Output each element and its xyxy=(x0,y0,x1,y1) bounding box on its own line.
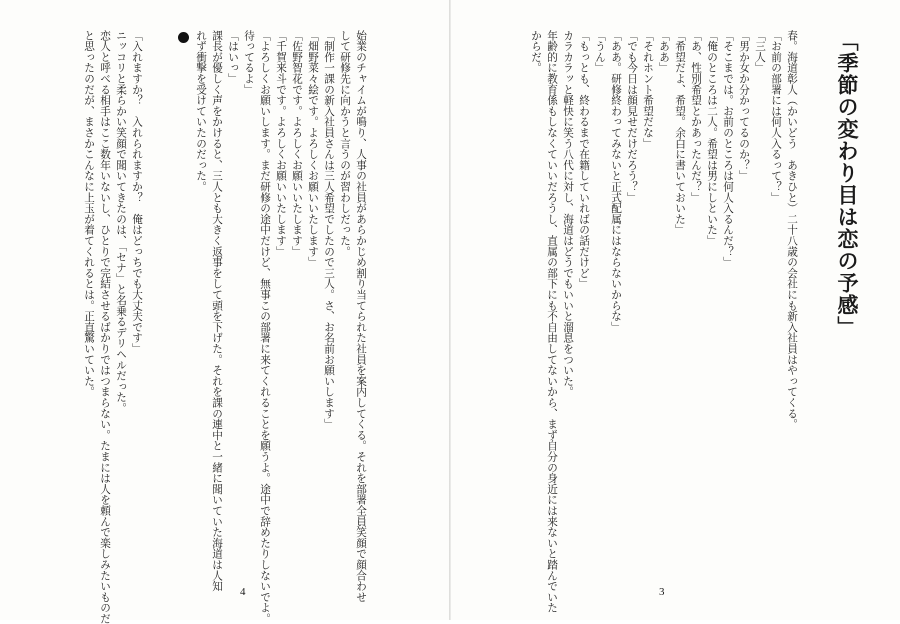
text-line: 「うん」 xyxy=(594,30,606,74)
text-line: 「もっとも、終わるまで在籍していればの話だけど」 xyxy=(578,30,590,290)
text-line: 「ああ」 xyxy=(658,30,670,74)
text-line: 春。海道彰人（かいどう あきひと）二十八歳の会社にも新入社員はやってくる。 xyxy=(786,30,798,430)
text-line: 「でも今日は顔見せだけだろう？」 xyxy=(626,30,638,203)
text-line: 「男か女か分かってるのか？」 xyxy=(738,30,750,182)
text-line: 課長が優しく声をかけると、三人とも大きく返事をして頭を下げた。それを課の連中と一緒に聞いていた海道は人知 xyxy=(211,30,223,592)
text-line: して研修先に向かうと言うのが習わしだった。 xyxy=(339,30,351,257)
text-line: と思ったのだが、まさかこんなに上玉が着てくれるとは。正直驚いていた。 xyxy=(83,30,95,398)
text-line: 「お前の部署には何人入るって？」 xyxy=(770,30,782,203)
page-number-right: 3 xyxy=(659,586,665,598)
text-line: カラカラッと軽快に笑う八代に対し、海道はどうでもいいと溜息をついた。 xyxy=(562,30,574,398)
text-line: 恋人と呼べる相手はここ数年いないし、ひとりで完結させるばかりではつまらない。たまには人を頼んで楽しみたいものだ xyxy=(99,30,111,624)
text-line: 「はいっ」 xyxy=(227,30,239,84)
text-line: からだ。 xyxy=(530,30,542,74)
text-line: 「希望だよ、希望。余白に書いておいた」 xyxy=(674,30,686,236)
text-line: 始業のチャイムが鳴り、人事の社員があらかじめ割り当てられた社員を案内してくる。それを部署全員笑顔で顔合わせ xyxy=(355,30,367,603)
text-line: 「千賀来斗です。よろしくお願いいたします」 xyxy=(275,30,287,257)
chapter-title: 「季節の変わり目は恋の予感」 xyxy=(835,30,859,338)
text-line: 「三人」 xyxy=(754,30,766,74)
left-page-text xyxy=(81,30,369,624)
text-line: 「よろしくお願いします。まだ研修の途中だけど、無事この部署に来てくれることを願うよ。途中で辞めたりしないでよ。 xyxy=(259,30,271,624)
text-line xyxy=(177,30,193,590)
text-line xyxy=(161,30,177,590)
text-line xyxy=(145,30,161,590)
text-line: 待ってるよ」 xyxy=(243,30,255,95)
text-line: 「制作一課の新入社員さんは三人希望でしたので三人。さ、お名前お願いします」 xyxy=(323,30,335,430)
text-line: 「佐野智花です。よろしくお願いいたします」 xyxy=(291,30,303,257)
text-line: 「畑野菜々絵です。よろしくお願いいたします」 xyxy=(307,30,319,268)
text-line: 「入れますか？ 入れられますか？ 俺はどっちでも大丈夫です」 xyxy=(131,30,143,354)
text-line: 「ああ。研修終わってみないと正式配属にはならないからな」 xyxy=(610,30,622,333)
page-number-left: 4 xyxy=(240,586,246,598)
text-line: 「そこまでは。お前のところは何人入るんだ？」 xyxy=(722,30,734,268)
section-break-dot xyxy=(178,32,189,43)
text-line: ニッコリと柔らかい笑顔で聞いてきたのは、「セナ」と名乗るデリヘルだった。 xyxy=(115,30,127,414)
text-line: 「あ、性別希望とかあったんだ？」 xyxy=(690,30,702,203)
left-page xyxy=(0,0,449,624)
text-line: 「俺のところは二人。希望は男にしといた」 xyxy=(706,30,718,246)
text-line: 年齢的に教育係もしなくていいだろうし、直属の部下にも不自由してないから、まず自分の身近には来ないと踏んでいた xyxy=(546,30,558,614)
text-line: れず衝撃を受けていたのだった。 xyxy=(195,30,207,192)
right-page xyxy=(451,0,900,620)
right-page-text xyxy=(528,30,800,614)
text-line: 「それホント希望だな」 xyxy=(642,30,654,149)
